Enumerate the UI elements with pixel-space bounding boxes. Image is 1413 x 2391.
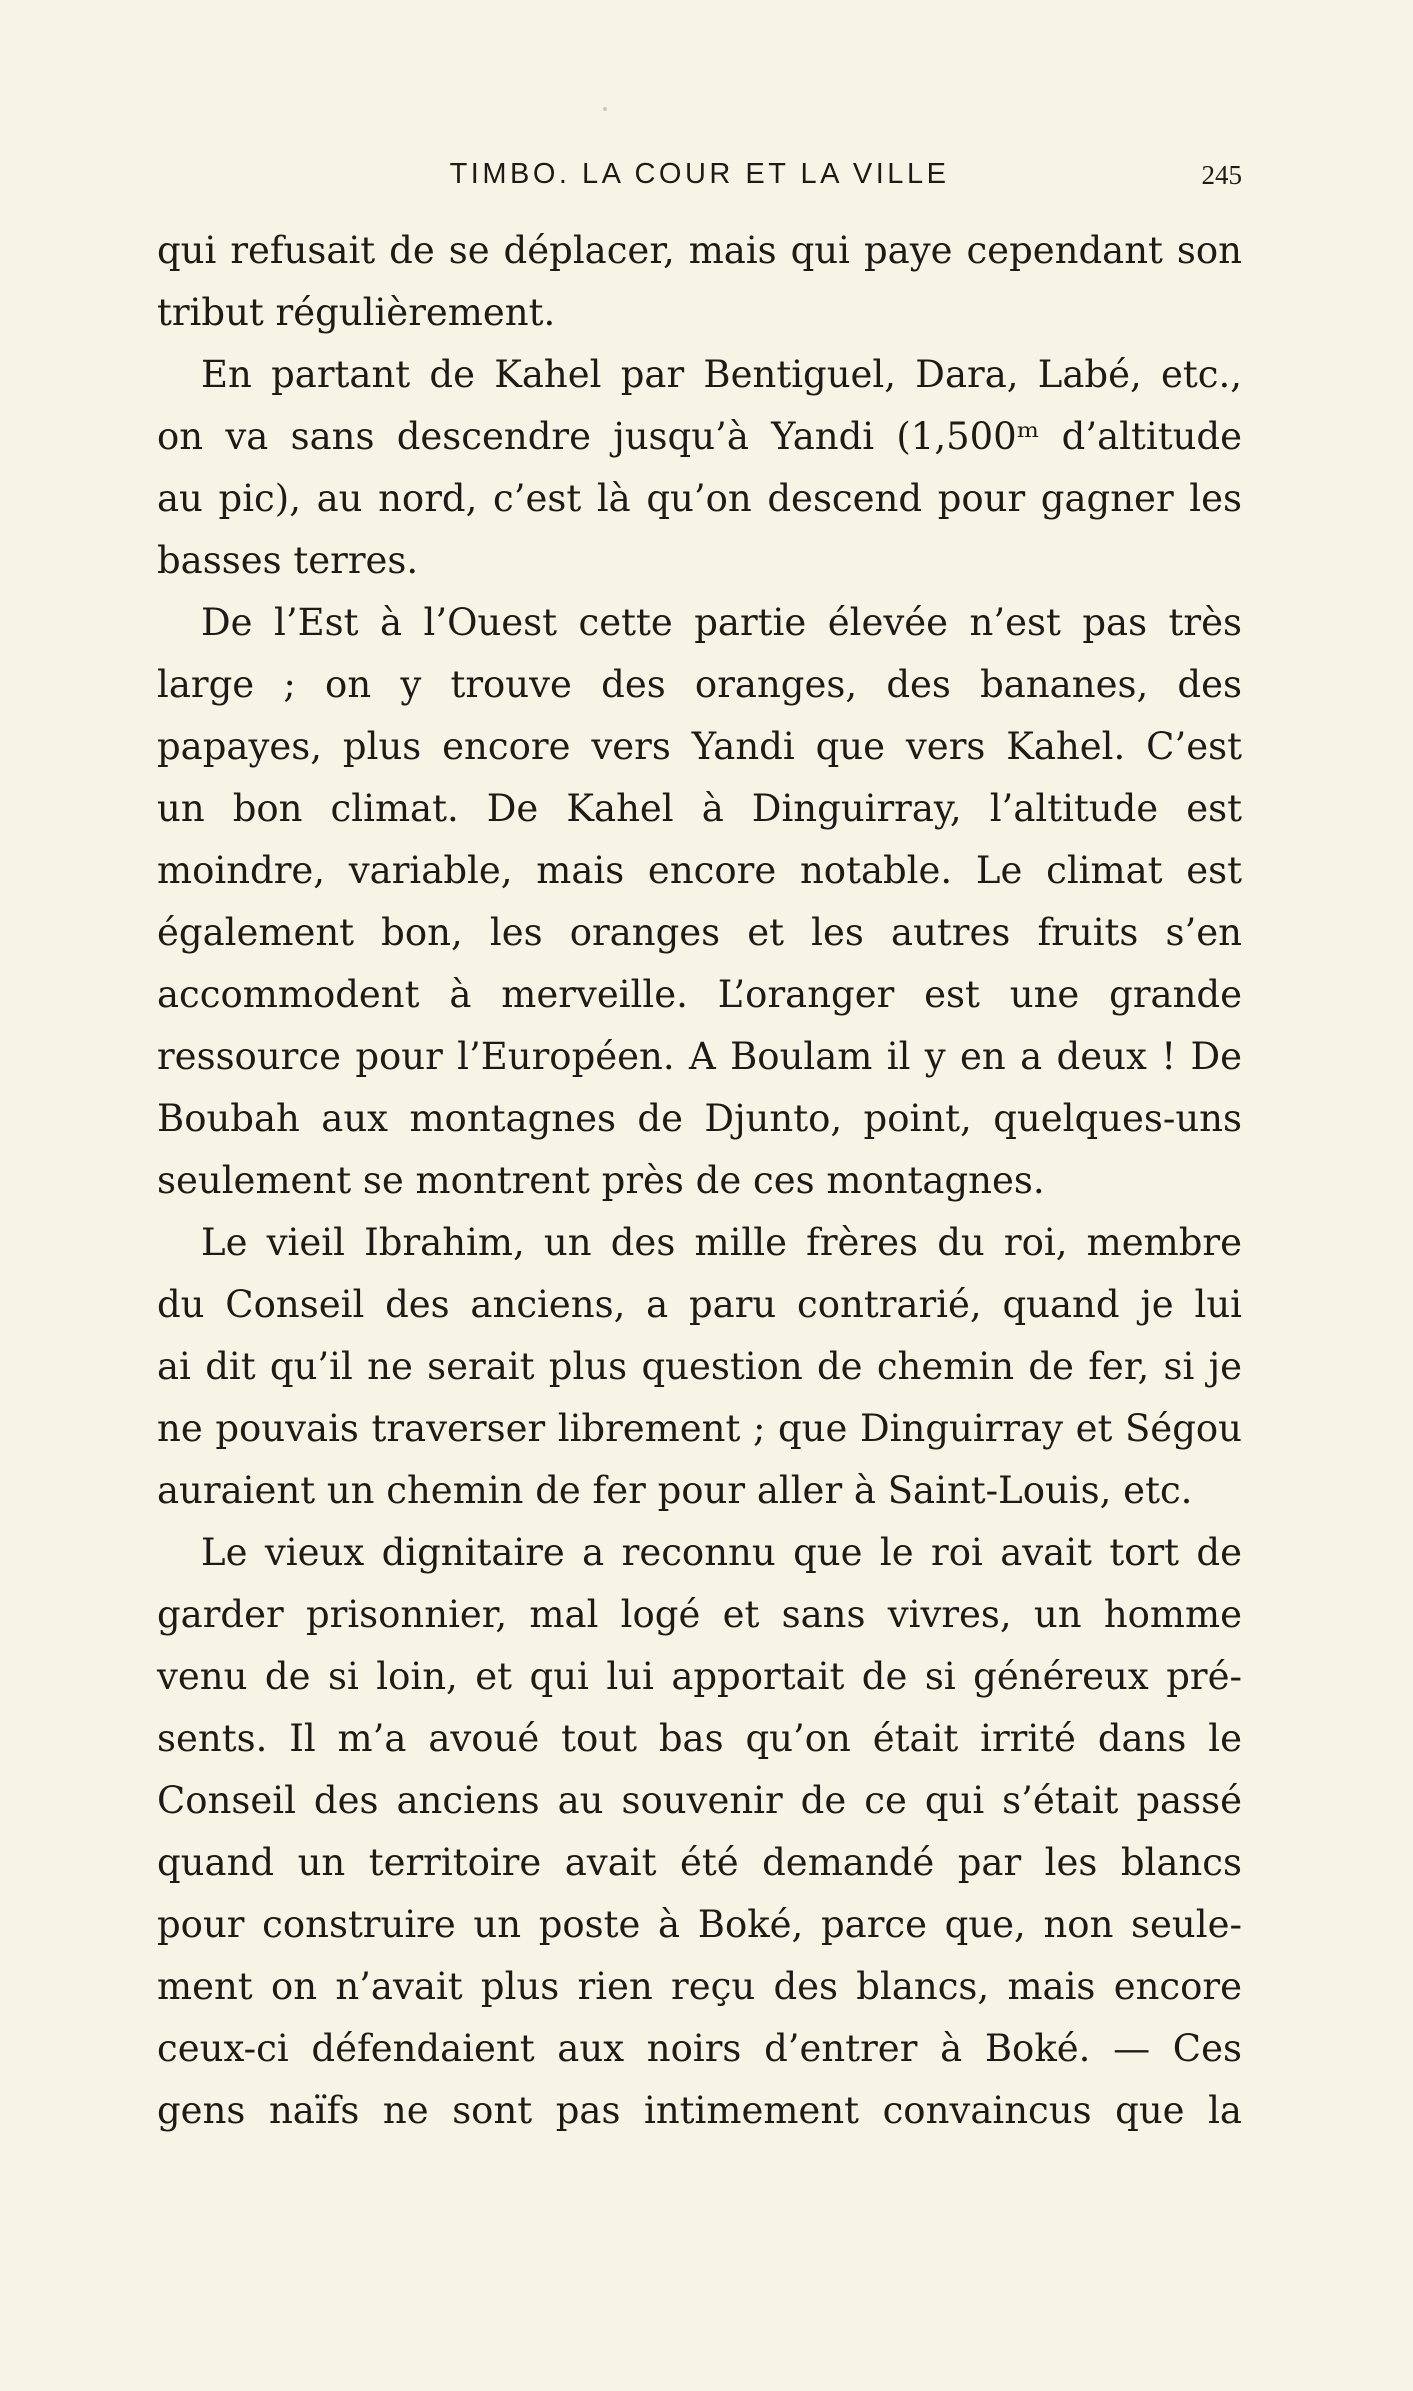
text-line: garder prisonnier, mal logé et sans vivres, un homme [157,1593,1242,1636]
text-line: un bon climat. De Kahel à Dinguirray, l’altitude est [157,787,1242,830]
running-head [157,158,1242,198]
text-line: venu de si loin, et qui lui apportait de si généreux pré- [157,1655,1242,1698]
text-line: Le vieux dignitaire a reconnu que le roi avait tort de [201,1531,1242,1574]
text-line: quand un territoire avait été demandé par les blancs [157,1841,1242,1884]
text-line: seulement se montrent près de ces montagnes. [157,1159,1045,1202]
text-line: basses terres. [157,539,419,582]
text-line: Conseil des anciens au souvenir de ce qui s’était passé [157,1779,1242,1822]
text-line: ment on n’avait plus rien reçu des blancs, mais encore [157,1965,1242,2008]
text-line: Le vieil Ibrahim, un des mille frères du roi, membre [201,1221,1242,1264]
text-line: moindre, variable, mais encore notable. Le climat est [157,849,1242,892]
body-text [157,220,1242,2142]
text-line: gens naïfs ne sont pas intimement convaincus que la [157,2089,1242,2132]
text-line: on va sans descendre jusqu’à Yandi (1,500ᵐ d’altitude [157,415,1242,458]
text-line: ne pouvais traverser librement ; que Dinguirray et Ségou [157,1407,1242,1450]
text-line: ressource pour l’Européen. A Boulam il y en a deux ! De [157,1035,1242,1078]
text-line: accommodent à merveille. L’oranger est une grande [157,973,1242,1016]
text-line: sents. Il m’a avoué tout bas qu’on était irrité dans le [157,1717,1242,1760]
page-number: 245 [1201,160,1242,190]
text-line: auraient un chemin de fer pour aller à Saint-Louis, etc. [157,1469,1193,1512]
text-line: Boubah aux montagnes de Djunto, point, quelques-uns [157,1097,1242,1140]
text-line: du Conseil des anciens, a paru contrarié, quand je lui [157,1283,1242,1326]
text-line: papayes, plus encore vers Yandi que vers Kahel. C’est [157,725,1242,768]
text-line: qui refusait de se déplacer, mais qui paye cependant son [157,229,1242,272]
text-line: tribut régulièrement. [157,291,556,334]
text-line: ai dit qu’il ne serait plus question de chemin de fer, si je [157,1345,1242,1388]
text-line: pour construire un poste à Boké, parce que, non seule- [157,1903,1242,1946]
text-line: également bon, les oranges et les autres fruits s’en [157,911,1242,954]
text-line: En partant de Kahel par Bentiguel, Dara, Labé, etc., [201,353,1242,396]
text-line: ceux-ci défendaient aux noirs d’entrer à Boké. — Ces [157,2027,1242,2070]
text-line: au pic), au nord, c’est là qu’on descend pour gagner les [157,477,1242,520]
text-line: De l’Est à l’Ouest cette partie élevée n’est pas très [201,601,1242,644]
text-line: large ; on y trouve des oranges, des bananes, des [157,663,1242,706]
paper-speck [603,107,607,111]
running-title: TIMBO. LA COUR ET LA VILLE [449,158,950,190]
